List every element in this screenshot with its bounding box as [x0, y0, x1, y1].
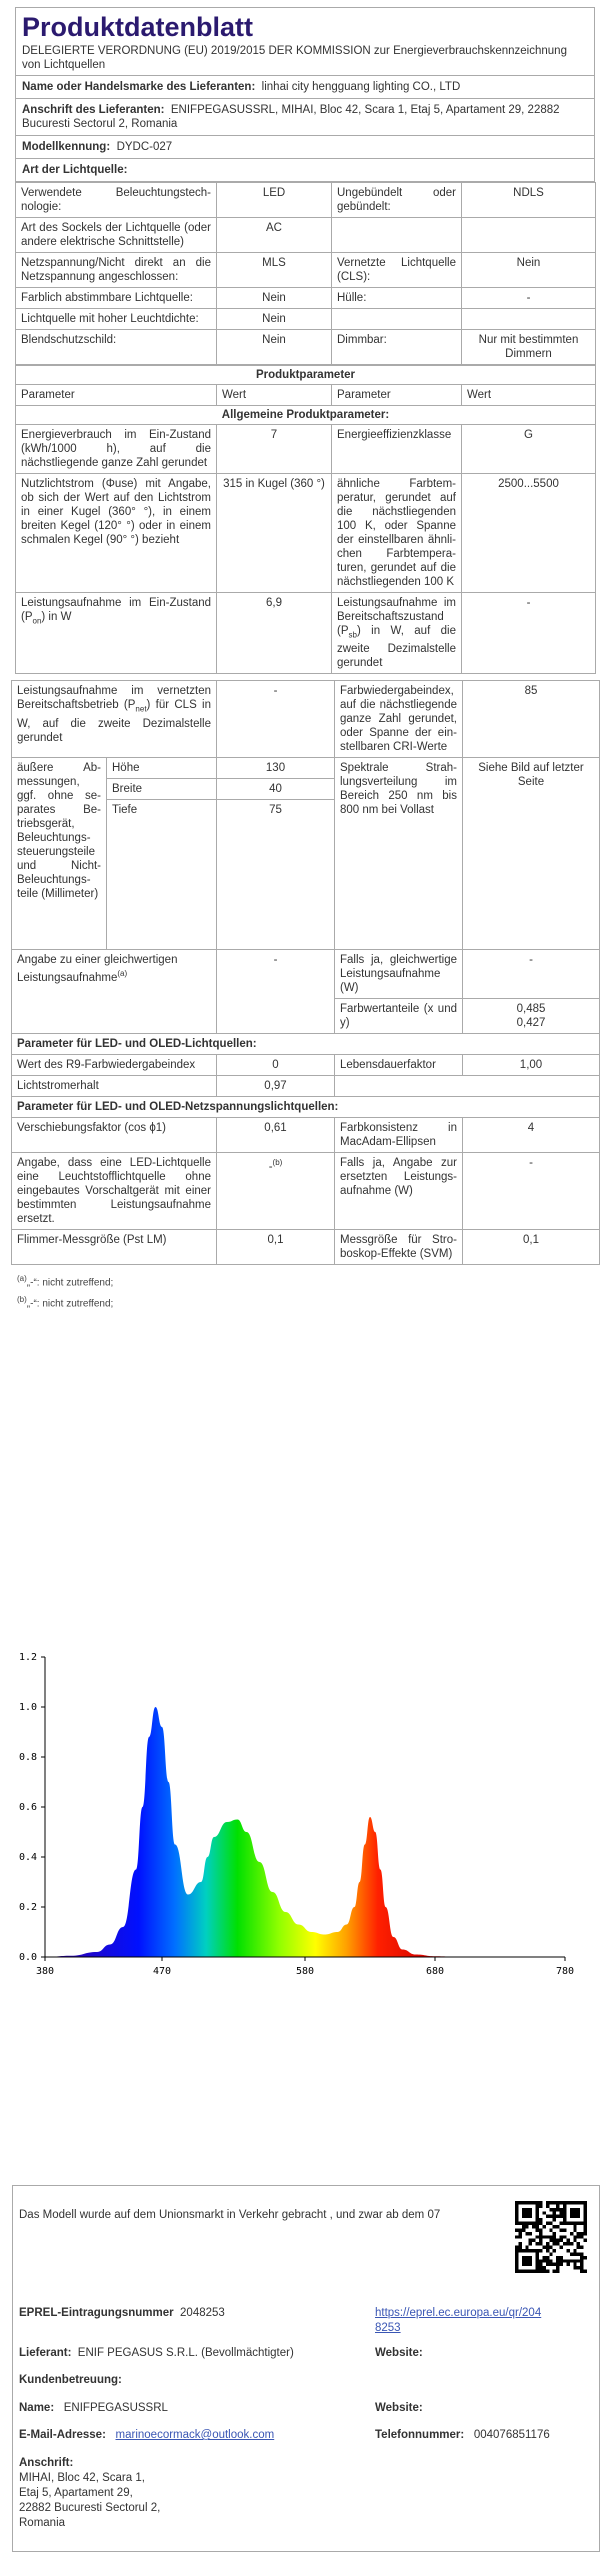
- mains-params-title: Parameter für LED- und OLED-Netzspannungslichtquellen:: [12, 1097, 600, 1118]
- cri-value: 85: [463, 681, 600, 758]
- x-tick-label: 780: [555, 1966, 575, 1977]
- lamp-type-value: MLS: [217, 253, 332, 288]
- cct-label: ähnliche Farbtemperatur, gerundet auf die nächstliegenden 100 K, oder Spanne der einstellbaren ähnlichen Farbtemperaturen, gerundet auf die nächstliegenden 100 K: [332, 474, 462, 593]
- lamp-type-table: [15, 182, 596, 365]
- cct-value: 2500...5500: [462, 474, 596, 593]
- lamp-type-value: NDLS: [462, 183, 596, 218]
- col-param-2: Parameter: [332, 385, 462, 406]
- general-params-title: Allgemeine Produktparameter:: [16, 406, 596, 425]
- eprel-link[interactable]: https://eprel.ec.europa.eu/qr/2048253: [375, 2307, 542, 2334]
- y-tick-label: 1.2: [18, 1652, 37, 1663]
- contact-name-row: Name: ENIFPEGASUSSRL: [19, 2402, 168, 2414]
- spectral-label: Spektrale Strahlungsverteilung im Bereich 250 nm bis 800 nm bei Vollast: [335, 758, 463, 950]
- lamp-type-value: [462, 218, 596, 253]
- standby-power-label: Leistungsaufnahme im Bereitschaftszustand $(P_{sb})$ in W, auf die zweite Dezimalstelle gerundet: [332, 593, 462, 674]
- luminous-flux-value: 315 in Kugel (360 °): [217, 474, 332, 593]
- email-link[interactable]: marinoecormack@outlook.com: [115, 2429, 275, 2441]
- lamp-type-label: Blendschutzschild:: [16, 330, 217, 365]
- lamp-type-label: Vernetzte Lichtquelle (CLS):: [332, 253, 462, 288]
- footnote-b: $^{(b)}$„-“: nicht zutreffend;: [17, 1294, 114, 1309]
- lamp-type-row: [16, 288, 596, 309]
- lamp-type-value: Nein: [217, 288, 332, 309]
- lamp-type-value: LED: [217, 183, 332, 218]
- cri-label: Farbwiedergabeindex, auf die nächstliegende ganze Zahl gerundet, oder Spanne der einstellbaren CRI-Werte: [335, 681, 463, 758]
- lamp-type-value: AC: [217, 218, 332, 253]
- lamp-type-label: Farblich abstimmbare Lichtquelle:: [16, 288, 217, 309]
- lamp-type-label: Hülle:: [332, 288, 462, 309]
- replacement2-label: Falls ja, Angabe zur ersetzten Leistungsaufnahme (W): [335, 1153, 463, 1230]
- contact-info-box: [12, 2185, 600, 2552]
- supplier-name-row: [15, 75, 595, 99]
- lamp-type-row: [16, 253, 596, 288]
- address-block: Anschrift: MIHAI, Bloc 42, Scara 1, Etaj 5, Apartament 29, 22882 Bucuresti Sectorul 2, Romania: [19, 2457, 161, 2529]
- lamp-type-label: Lichtquelle mit hoher Leuchtdichte:: [16, 309, 217, 330]
- energy-class-value: G: [462, 425, 596, 474]
- model-value: DYDC-027: [116, 141, 173, 153]
- lamp-type-value: Nein: [462, 253, 596, 288]
- lamp-type-row: [16, 330, 596, 365]
- col-value: Wert: [217, 385, 332, 406]
- email-row: E-Mail-Adresse: marinoecormack@outlook.com: [19, 2429, 275, 2441]
- replacement-label: Angabe, dass eine LED-Lichtquelle eine Leuchtstofflichtquelle ohne eingebautes Vorschaltgerät mit einer bestimmten Leistungsaufnahme ersetzt.: [12, 1153, 217, 1230]
- x-tick-label: 470: [152, 1966, 172, 1977]
- colour-consistency-value: 4: [463, 1118, 600, 1153]
- product-parameters-table-2: [11, 680, 600, 1265]
- x-tick-label: 380: [35, 1966, 55, 1977]
- qr-code-icon[interactable]: [515, 2201, 587, 2273]
- flicker-value: 0,1: [217, 1230, 335, 1265]
- eprel-number: 2048253: [180, 2307, 225, 2319]
- product-datasheet: [15, 7, 595, 1312]
- market-date-text: Das Modell wurde auf dem Unionsmarkt in Verkehr gebracht , und zwar ab dem 07: [19, 2209, 441, 2221]
- survival-factor-label: Lebensdauerfaktor: [335, 1055, 463, 1076]
- r9-value: 0: [217, 1055, 335, 1076]
- lamp-type-value: -: [462, 288, 596, 309]
- spectrum-svg: [5, 1635, 585, 1995]
- spectral-value: Siehe Bild auf letzter Seite: [463, 758, 600, 950]
- spectral-distribution-chart: [5, 1635, 585, 1995]
- parameters-title: Produktparameter: [16, 366, 596, 385]
- lamp-type-row: [16, 183, 596, 218]
- lamp-type-label: Ungebündelt oder gebündelt:: [332, 183, 462, 218]
- x-tick-label: 680: [425, 1966, 445, 1977]
- supplier-address-row: [15, 99, 595, 136]
- flicker-label: Flimmer-Messgröße (Pst LM): [12, 1230, 217, 1265]
- on-power-label: Leistungsaufnahme im Ein-Zustand $(P_{on})$ in W: [16, 593, 217, 674]
- lumen-maintenance-value: 0,97: [217, 1076, 335, 1097]
- standby-power-value: -: [462, 593, 596, 674]
- y-tick-label: 0.4: [18, 1852, 37, 1863]
- energy-consumption-value: 7: [217, 425, 332, 474]
- colour-consistency-label: Farbkonsistenz in MacAdam-Ellipsen: [335, 1118, 463, 1153]
- width-label: Breite: [107, 779, 217, 800]
- lamp-type-value: [462, 309, 596, 330]
- website2-label: Website:: [375, 2402, 423, 2414]
- equivalent-power2-value: -: [463, 950, 600, 999]
- lamp-type-row: [16, 218, 596, 253]
- height-value: 130: [217, 758, 335, 779]
- energy-consumption-label: Energieverbrauch im Ein-Zustand (kWh/1000 h), auf die nächstliegende ganze Zahl gerundet: [16, 425, 217, 474]
- stroboscopic-value: 0,1: [463, 1230, 600, 1265]
- lumen-maintenance-label: Lichtstromerhalt: [12, 1076, 217, 1097]
- led-params-title: Parameter für LED- und OLED-Lichtquellen:: [12, 1034, 600, 1055]
- lamp-type-label: [332, 309, 462, 330]
- supplier-name-value: linhai city hengguang lighting CO., LTD: [261, 81, 461, 93]
- y-tick-label: 0.2: [18, 1902, 37, 1913]
- model-label: Modellkennung:: [22, 141, 111, 153]
- spectrum-area: [45, 1707, 565, 1957]
- col-value-2: Wert: [462, 385, 596, 406]
- depth-value: 75: [217, 800, 335, 950]
- stroboscopic-label: Messgröße für Stroboskop-Effekte (SVM): [335, 1230, 463, 1265]
- power-factor-label: Verschiebungsfaktor (cos ϕ1): [12, 1118, 217, 1153]
- dimensions-label: äußere Abmessungen, ggf. ohne separates Betriebsgerät, Beleuchtungssteuerungsteile und Nicht-Beleuchtungsteile (Millimeter): [12, 758, 107, 950]
- depth-label: Tiefe: [107, 800, 217, 950]
- customer-support-label: Kundenbetreuung:: [19, 2374, 122, 2386]
- equivalent-power2-label: Falls ja, gleichwertige Leistungsaufnahme (W): [335, 950, 463, 999]
- on-power-value: 6,9: [217, 593, 332, 674]
- replacement-value: -$^{(b)}$: [217, 1153, 335, 1230]
- footnotes: [15, 1271, 595, 1312]
- lamp-type-label: Dimmbar:: [332, 330, 462, 365]
- eprel-row: EPREL-Eintragungsnummer 2048253: [19, 2307, 225, 2319]
- lamp-type-label: Netzspannung/Nicht direkt an die Netzspannung angeschlossen:: [16, 253, 217, 288]
- luminous-flux-label: Nutzlichtstrom (Φuse) mit Angabe, ob sich der Wert auf den Lichtstrom in einer Kugel (360° °), in einem breiten Kegel (120° °) oder in einem schmalen Kegel (90° °) bezieht: [16, 474, 217, 593]
- supplier-address-label: Anschrift des Lieferanten:: [22, 104, 165, 116]
- product-parameters-table: [15, 365, 596, 674]
- power-factor-value: 0,61: [217, 1118, 335, 1153]
- lamp-type-value: Nein: [217, 309, 332, 330]
- header: [15, 7, 595, 75]
- y-tick-label: 1.0: [18, 1702, 37, 1713]
- width-value: 40: [217, 779, 335, 800]
- lamp-type-label: Art des Sockels der Lichtquelle (oder andere elektrische Schnittstelle): [16, 218, 217, 253]
- chromaticity-value: 0,485 0,427: [463, 999, 600, 1034]
- lamp-type-value: Nein: [217, 330, 332, 365]
- energy-class-label: Energieeffizienzklasse: [332, 425, 462, 474]
- lamp-type-value: Nur mit bestimmten Dimmern: [462, 330, 596, 365]
- lamp-type-label: Verwendete Beleuchtungstechnologie:: [16, 183, 217, 218]
- x-tick-label: 580: [295, 1966, 315, 1977]
- equivalent-power-label: Angabe zu einer gleichwertigen Leistungsaufnahme$^{(a)}$: [12, 950, 217, 1034]
- net-standby-value: -: [217, 681, 335, 758]
- phone-row: Telefonnummer: 004076851176: [375, 2429, 550, 2441]
- y-tick-label: 0.8: [18, 1752, 37, 1763]
- footnote-a: $^{(a)}$„-“: nicht zutreffend;: [17, 1274, 114, 1289]
- supplier-name-label: Name oder Handelsmarke des Lieferanten:: [22, 81, 256, 93]
- y-tick-label: 0.0: [18, 1952, 37, 1963]
- r9-label: Wert des R9-Farbwiedergabeindex: [12, 1055, 217, 1076]
- net-standby-label: Leistungsaufnahme im vernetzten Bereitschaftsbetrieb $(P_{net})$ für CLS in W, auf die zweite Dezimalstelle gerundet: [12, 681, 217, 758]
- page-title: Produktdatenblatt: [22, 12, 254, 42]
- replacement2-value: -: [463, 1153, 600, 1230]
- survival-factor-value: 1,00: [463, 1055, 600, 1076]
- lamp-type-heading: Art der Lichtquelle:: [15, 159, 595, 182]
- y-tick-label: 0.6: [18, 1802, 37, 1813]
- equivalent-power-value: -: [217, 950, 335, 1034]
- col-param: Parameter: [16, 385, 217, 406]
- model-row: [15, 136, 595, 159]
- lamp-type-row: [16, 309, 596, 330]
- chromaticity-label: Farbwertanteile (x und y): [335, 999, 463, 1034]
- lamp-type-label: [332, 218, 462, 253]
- supplier-row: Lieferant: ENIF PEGASUS S.R.L. (Bevollmächtigter): [19, 2347, 294, 2359]
- regulation-subtitle: DELEGIERTE VERORDNUNG (EU) 2019/2015 DER KOMMISSION zur Energieverbrauchskennzeichnung von Lichtquellen: [22, 45, 567, 71]
- website-label: Website:: [375, 2347, 423, 2359]
- supplier-address-value: ENIFPEGASUSSRL, MIHAI, Bloc 42, Scara 1, Etaj 5, Apartament 29, 22882 Bucuresti Sectorul 2, Romania: [22, 104, 560, 130]
- height-label: Höhe: [107, 758, 217, 779]
